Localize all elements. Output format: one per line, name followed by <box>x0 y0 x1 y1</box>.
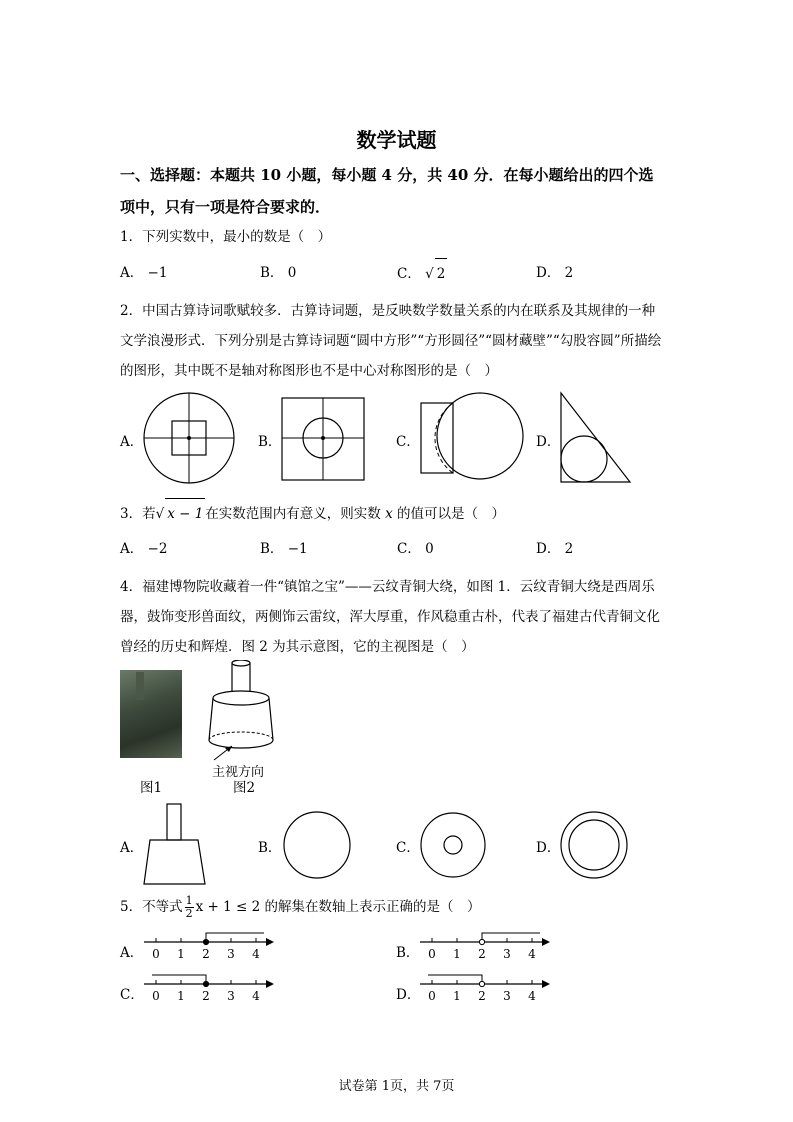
q3-radicand: x − 1 <box>165 498 205 529</box>
q1-option-a: A． −1 <box>120 265 168 281</box>
tick-label: 4 <box>252 947 260 961</box>
q2-figure-d <box>558 390 634 486</box>
q4-line2: 器，鼓饰变形兽面纹，两侧饰云雷纹，浑大厚重，作风稳重古朴，代表了福建古代青铜文化 <box>120 609 660 625</box>
tick-label: 3 <box>227 947 235 961</box>
q2-figure-c <box>418 392 528 482</box>
q3-stem: 3．若√ x − 1 在实数范围内有意义，则实数 x 的值可以是（ ） <box>120 498 680 529</box>
q5-numberline-c <box>142 970 282 1004</box>
tick-label: 0 <box>152 947 160 961</box>
tick-label: 0 <box>428 989 436 1003</box>
q4-figure-c <box>418 808 492 882</box>
q2-option-a-label: A． <box>120 434 144 450</box>
q5-option-a-label: A． <box>120 945 144 961</box>
view-direction-label: 主视方向 <box>212 765 265 780</box>
q4-option-a-label: A． <box>120 840 144 856</box>
q3-option-a: A． −2 <box>120 541 168 557</box>
fig1-caption: 图1 <box>140 780 163 796</box>
q3-option-b: B． −1 <box>260 541 308 557</box>
q5-stem: 5．不等式 $\frac{1}{2}$ x + 1 ≤ 2 的解集在数轴上表示正确的是（ ） <box>120 894 481 920</box>
axis-arrow <box>266 938 274 946</box>
page-title: 数学试题 <box>356 128 437 152</box>
filled-point <box>203 939 208 944</box>
q4-figure-d <box>558 808 632 882</box>
q2-figure-a <box>140 392 240 486</box>
tick-label: 4 <box>528 989 536 1003</box>
q5-numberline-b <box>418 928 558 962</box>
tick-label: 1 <box>453 989 461 1003</box>
section-heading-line1: 一、选择题：本题共 10 小题，每小题 4 分，共 40 分．在每小题给出的四个选 <box>120 166 654 184</box>
tick-label: 0 <box>152 989 160 1003</box>
tick-label: 4 <box>528 947 536 961</box>
q5-numberline-a <box>142 928 282 962</box>
filled-point <box>203 981 208 986</box>
fig2-caption: 图2 <box>233 780 256 796</box>
q4-option-d-label: D． <box>536 840 561 856</box>
q2-option-b-label: B． <box>258 434 282 450</box>
q1-option-c: C． √ 2 <box>397 258 447 289</box>
q5-option-c-label: C． <box>120 987 144 1003</box>
axis-arrow <box>266 980 274 988</box>
tick-label: 2 <box>202 947 210 961</box>
solution-ray <box>428 975 482 984</box>
axis-arrow <box>542 980 550 988</box>
q2-line1: 2．中国古算诗词歌赋较多．古算诗词题，是反映数学数量关系的内在联系及其规律的一种 <box>120 303 656 319</box>
tick-label: 2 <box>202 989 210 1003</box>
q2-option-c-label: C． <box>396 434 420 450</box>
bronze-bell-photo <box>120 670 182 758</box>
tick-label: 3 <box>227 989 235 1003</box>
q5-option-d-label: D． <box>396 987 421 1003</box>
q4-line3: 曾经的历史和辉煌．图 2 为其示意图，它的主视图是（ ） <box>120 639 475 655</box>
fig2-bell-diagram <box>200 660 290 770</box>
q1-option-b: B． 0 <box>260 265 297 281</box>
q4-option-c-label: C． <box>396 840 420 856</box>
tick-label: 3 <box>503 947 511 961</box>
open-point <box>479 939 484 944</box>
q2-line2: 文学浪漫形式．下列分别是古算诗词题“圆中方形”“方形圆径”“圆材藏壁”“勾股容圆”所描绘 <box>120 333 662 349</box>
tick-label: 1 <box>177 989 185 1003</box>
q5-numberline-d <box>418 970 558 1004</box>
tick-label: 0 <box>428 947 436 961</box>
q3-option-d: D． 2 <box>536 541 574 557</box>
q2-line3: 的图形，其中既不是轴对称图形也不是中心对称图形的是（ ） <box>120 363 498 379</box>
q2-figure-b <box>280 396 368 484</box>
tick-label: 2 <box>478 947 486 961</box>
solution-ray <box>206 933 264 942</box>
q5-fraction: $\frac{1}{2}$ <box>185 894 193 920</box>
page-footer: 试卷第 1页，共 7页 <box>338 1079 455 1094</box>
axis-arrow <box>542 938 550 946</box>
q4-option-b-label: B． <box>258 840 282 856</box>
q1-stem: 1．下列实数中，最小的数是（ ） <box>120 229 332 245</box>
tick-label: 3 <box>503 989 511 1003</box>
q1-option-d: D． 2 <box>536 265 574 281</box>
q4-figure-b <box>280 808 354 882</box>
solution-ray <box>152 975 206 984</box>
q3-option-c: C． 0 <box>397 541 434 557</box>
q4-line1: 4．福建博物院收藏着一件“镇馆之宝”——云纹青铜大绕，如图 1．云纹青铜大绕是西周乐 <box>120 579 655 595</box>
tick-label: 4 <box>252 989 260 1003</box>
section-heading-line2: 项中，只有一项是符合要求的． <box>120 198 331 216</box>
tick-label: 1 <box>453 947 461 961</box>
q5-option-b-label: B． <box>396 945 420 961</box>
tick-label: 2 <box>478 989 486 1003</box>
open-point <box>479 981 484 986</box>
q2-option-d-label: D． <box>536 434 561 450</box>
tick-label: 1 <box>177 947 185 961</box>
q4-figure-a <box>140 800 210 890</box>
solution-ray <box>482 933 540 942</box>
